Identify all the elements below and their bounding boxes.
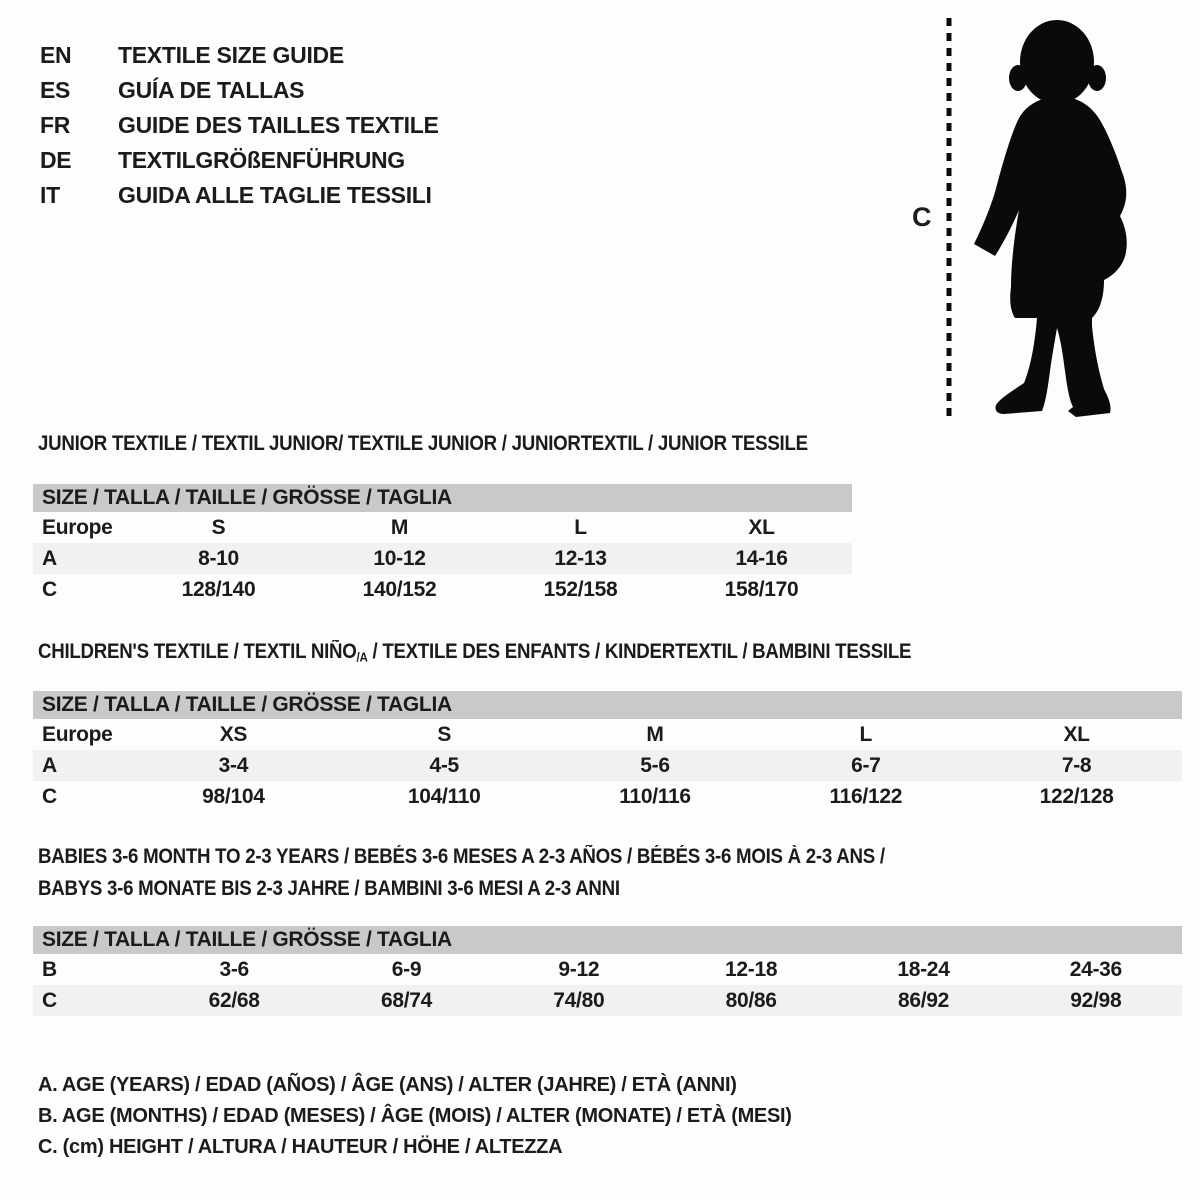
- table-row: [33, 512, 852, 543]
- table-cell: 24-36: [1069, 957, 1122, 981]
- junior-size-table: [33, 484, 852, 605]
- row-label: C: [42, 577, 57, 601]
- size-header: SIZE / TALLA / TAILLE / GRÖSSE / TAGLIA: [33, 926, 1182, 954]
- language-code: IT: [40, 182, 60, 208]
- height-dashed-line-icon: [946, 16, 952, 418]
- table-cell: 12-13: [554, 546, 607, 570]
- table-cell: 3-6: [219, 957, 249, 981]
- table-cell: 18-24: [897, 957, 950, 981]
- table-cell: 158/170: [724, 577, 799, 601]
- table-cell: 68/74: [380, 988, 433, 1012]
- language-row: [40, 38, 439, 73]
- table-cell: 110/116: [619, 784, 691, 808]
- section-title-babies-line2: BABYS 3-6 MONATE BIS 2-3 JAHRE / BAMBINI 3-6 MESI A 2-3 ANNI: [38, 877, 620, 900]
- table-cell: 6-7: [851, 753, 881, 777]
- title-text: / TEXTILE DES ENFANTS / KINDERTEXTIL / BAMBINI TESSILE: [367, 640, 912, 663]
- row-label: A: [42, 753, 57, 777]
- table-cell: 116/122: [829, 784, 903, 808]
- table-body: [33, 719, 1182, 812]
- section-title-junior: JUNIOR TEXTILE / TEXTIL JUNIOR/ TEXTILE JUNIOR / JUNIORTEXTIL / JUNIOR TESSILE: [38, 432, 808, 455]
- table-cell: 128/140: [181, 577, 256, 601]
- table-row: [33, 781, 1182, 812]
- table-cell: L: [859, 722, 873, 746]
- section-title-babies-line1: BABIES 3-6 MONTH TO 2-3 YEARS / BEBÉS 3-6 MESES A 2-3 AÑOS / BÉBÉS 3-6 MOIS À 2-3 ANS /: [38, 845, 885, 868]
- table-cell: 5-6: [640, 753, 670, 777]
- table-cell: S: [437, 722, 452, 746]
- table-cell: 86/92: [897, 988, 949, 1012]
- legend-line-c: C. (cm) HEIGHT / ALTURA / HAUTEUR / HÖHE / ALTEZZA: [38, 1136, 563, 1158]
- language-code: DE: [40, 147, 72, 173]
- table-cell: S: [211, 515, 226, 539]
- table-row: [33, 750, 1182, 781]
- language-label: TEXTILGRÖßENFÜHRUNG: [118, 147, 405, 173]
- row-label: C: [42, 988, 57, 1012]
- language-label: GUIDE DES TAILLES TEXTILE: [118, 112, 439, 138]
- language-code: ES: [40, 77, 71, 103]
- children-size-table: [33, 691, 1182, 812]
- table-row: [33, 574, 852, 605]
- row-label: A: [42, 546, 57, 570]
- table-row: [33, 543, 852, 574]
- language-code: FR: [40, 112, 71, 138]
- legend: [38, 1070, 792, 1163]
- language-label: TEXTILE SIZE GUIDE: [118, 42, 344, 68]
- toddler-silhouette-icon: [962, 10, 1140, 420]
- table-cell: 152/158: [543, 577, 618, 601]
- table-cell: 4-5: [429, 753, 459, 777]
- language-label: GUIDA ALLE TAGLIE TESSILI: [118, 182, 432, 208]
- row-label: B: [42, 957, 57, 981]
- table-cell: 6-9: [391, 957, 422, 981]
- table-cell: 14-16: [735, 546, 788, 570]
- table-cell: 122/128: [1039, 784, 1114, 808]
- legend-line-a: A. AGE (YEARS) / EDAD (AÑOS) / ÂGE (ANS) / ALTER (JAHRE) / ETÀ (ANNI): [38, 1074, 737, 1096]
- table-cell: 104/110: [407, 784, 481, 808]
- height-measure-label: C: [912, 202, 932, 232]
- language-label: GUÍA DE TALLAS: [118, 77, 305, 103]
- table-cell: XL: [748, 515, 775, 539]
- table-cell: 12-18: [725, 957, 778, 981]
- table-cell: 74/80: [553, 988, 605, 1012]
- language-row: [40, 178, 439, 213]
- size-header: SIZE / TALLA / TAILLE / GRÖSSE / TAGLIA: [33, 691, 1182, 719]
- table-row: [33, 985, 1182, 1016]
- table-cell: 7-8: [1061, 753, 1092, 777]
- size-header: SIZE / TALLA / TAILLE / GRÖSSE / TAGLIA: [33, 484, 852, 512]
- language-row: [40, 73, 439, 108]
- table-cell: XL: [1063, 722, 1090, 746]
- table-cell: 98/104: [202, 784, 265, 808]
- table-body: [33, 954, 1182, 1016]
- table-cell: 9-12: [558, 957, 600, 981]
- table-cell: XS: [219, 722, 248, 746]
- table-cell: 80/86: [725, 988, 777, 1012]
- legend-line-b: B. AGE (MONTHS) / EDAD (MESES) / ÂGE (MOIS) / ALTER (MONATE) / ETÀ (MESI): [38, 1105, 792, 1127]
- title-text: CHILDREN'S TEXTILE / TEXTIL NIÑO: [38, 640, 357, 663]
- table-cell: 62/68: [208, 988, 260, 1012]
- table-cell: 92/98: [1070, 988, 1122, 1012]
- language-guide-list: [40, 38, 439, 213]
- language-row: [40, 108, 439, 143]
- table-cell: M: [390, 515, 409, 539]
- table-cell: M: [646, 722, 664, 746]
- babies-size-table: [33, 926, 1182, 1016]
- table-cell: 8-10: [198, 546, 239, 570]
- row-label: C: [42, 784, 57, 808]
- table-cell: 3-4: [218, 753, 249, 777]
- table-body: [33, 512, 852, 605]
- table-cell: 140/152: [362, 577, 437, 601]
- table-row: [33, 719, 1182, 750]
- table-row: [33, 954, 1182, 985]
- row-label: Europe: [42, 722, 113, 746]
- language-row: [40, 143, 439, 178]
- section-title-children: [38, 640, 911, 664]
- row-label: Europe: [42, 515, 113, 539]
- language-code: EN: [40, 42, 72, 68]
- table-cell: L: [574, 515, 587, 539]
- table-cell: 10-12: [373, 546, 426, 570]
- title-subscript: /A: [356, 649, 368, 665]
